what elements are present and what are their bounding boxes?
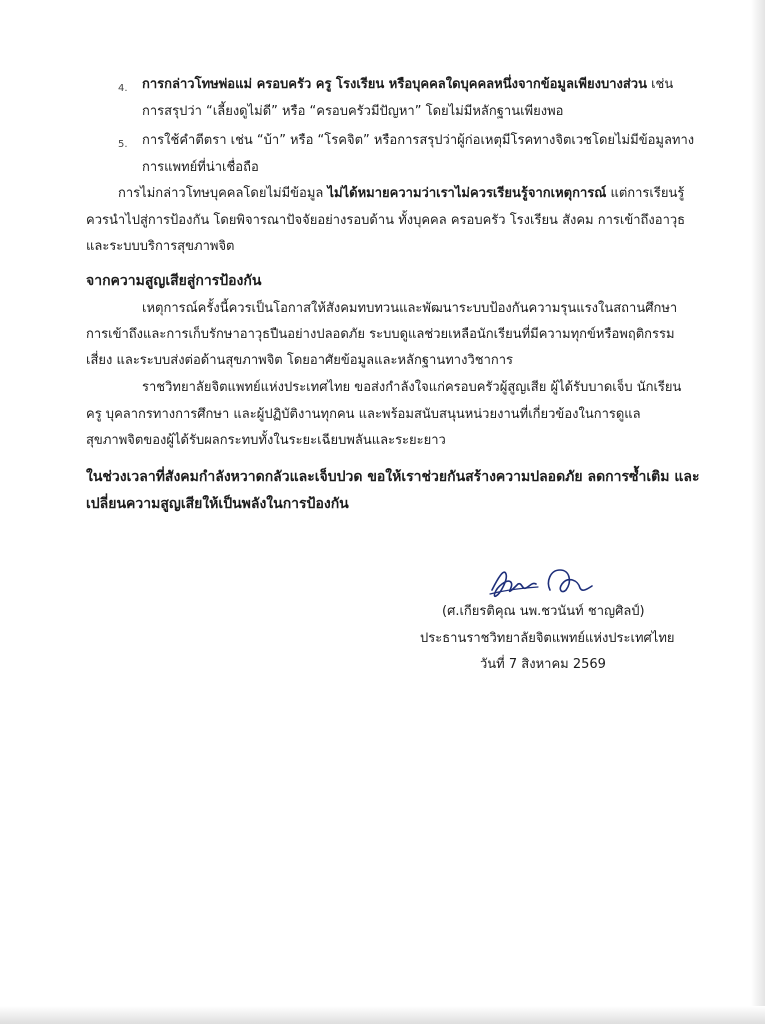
list-item-4-line-1 [142, 76, 673, 94]
paragraph-1-line-2: ควรนำไปสู่การป้องกัน โดยพิจารณาปัจจัยอย่างรอบด้าน ทั้งบุคคล ครอบครัว โรงเรียน สังคม การเข้าถึงอาวุธ [86, 213, 686, 228]
paragraph-2-line-2: การเข้าถึงและการเก็บรักษาอาวุธปืนอย่างปลอดภัย ระบบดูแลช่วยเหลือนักเรียนที่มีความทุกข์หรือพฤติกรรม [86, 327, 675, 342]
paragraph-1-post: แต่การเรียนรู้ [606, 186, 685, 201]
list-item-4-line-2: การสรุปว่า “เลี้ยงดูไม่ดี” หรือ “ครอบครัวมีปัญหา” โดยไม่มีหลักฐานเพียงพอ [142, 104, 564, 119]
list-item-4-bold: การกล่าวโทษพ่อแม่ ครอบครัว ครู โรงเรียน หรือบุคคลใดบุคคลหนึ่งจากข้อมูลเพียงบางส่วน [142, 77, 647, 92]
paragraph-1-line-3: และระบบบริการสุขภาพจิต [86, 239, 235, 254]
list-item-5-line-2: การแพทย์ที่น่าเชื่อถือ [142, 160, 259, 175]
list-number-5: 5. [118, 139, 128, 150]
document-date: วันที่ 7 สิงหาคม 2569 [480, 657, 606, 672]
paragraph-3-line-1: ราชวิทยาลัยจิตแพทย์แห่งประเทศไทย ขอส่งกำลังใจแก่ครอบครัวผู้สูญเสีย ผู้ได้รับบาดเจ็บ นักเรียน [142, 380, 682, 395]
list-number-4: 4. [118, 83, 128, 94]
paragraph-2-line-1: เหตุการณ์ครั้งนี้ควรเป็นโอกาสให้สังคมทบทวนและพัฒนาระบบป้องกันความรุนแรงในสถานศึกษา [142, 301, 678, 316]
handwritten-signature [488, 560, 598, 604]
list-item-5-line-1: การใช้คำตีตรา เช่น “บ้า” หรือ “โรคจิต” หรือการสรุปว่าผู้ก่อเหตุมีโรคทางจิตเวชโดยไม่มีข้อมูลทาง [142, 133, 695, 148]
section-heading: จากความสูญเสียสู่การป้องกัน [86, 273, 262, 289]
paragraph-3-line-2: ครู บุคลากรทางการศึกษา และผู้ปฏิบัติงานทุกคน และพร้อมสนับสนุนหน่วยงานที่เกี่ยวข้องในการดูแล [86, 407, 641, 422]
page-edge-shadow-bottom [0, 1006, 765, 1024]
paragraph-2-line-3: เสี่ยง และระบบส่งต่อด้านสุขภาพจิต โดยอาศัยข้อมูลและหลักฐานทางวิชาการ [86, 353, 514, 368]
paragraph-1-pre: การไม่กล่าวโทษบุคคลโดยไม่มีข้อมูล [118, 186, 328, 201]
paragraph-1-line-1 [118, 185, 684, 203]
closing-line-2: เปลี่ยนความสูญเสียให้เป็นพลังในการป้องกัน [86, 496, 349, 512]
list-item-4-rest: เช่น [646, 77, 674, 92]
signatory-position: ประธานราชวิทยาลัยจิตแพทย์แห่งประเทศไทย [420, 631, 675, 646]
paragraph-3-line-3: สุขภาพจิตของผู้ได้รับผลกระทบทั้งในระยะเฉียบพลันและระยะยาว [86, 433, 446, 448]
signatory-name: (ศ.เกียรติคุณ นพ.ชวนันท์ ชาญศิลป์) [442, 604, 645, 619]
closing-line-1: ในช่วงเวลาที่สังคมกำลังหวาดกลัวและเจ็บปวด ขอให้เราช่วยกันสร้างความปลอดภัย ลดการซ้ำเติม และ [86, 469, 700, 485]
page-edge-shadow-right [751, 0, 765, 1024]
paragraph-1-bold: ไม่ได้หมายความว่าเราไม่ควรเรียนรู้จากเหตุการณ์ [327, 186, 607, 201]
